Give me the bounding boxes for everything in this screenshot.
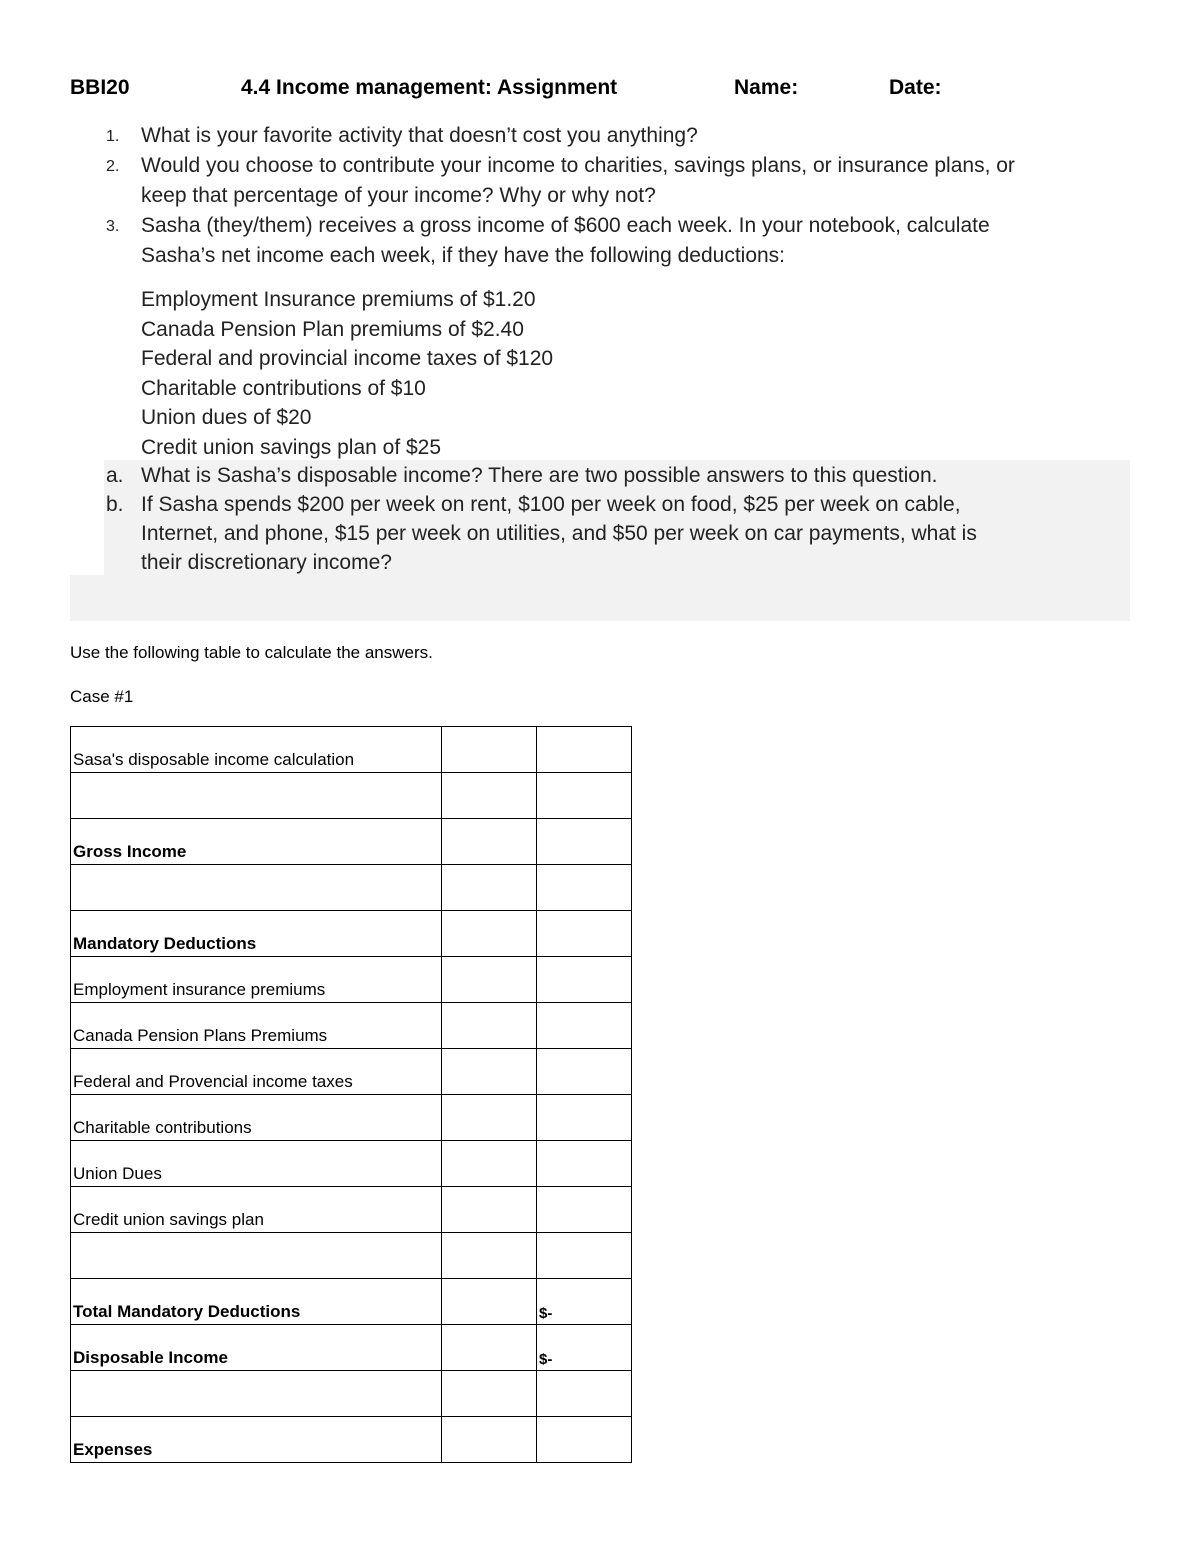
row-label-cell: Total Mandatory Deductions bbox=[71, 1279, 442, 1325]
amount-cell[interactable] bbox=[442, 1095, 537, 1141]
row-label-cell: Charitable contributions bbox=[71, 1095, 442, 1141]
amount-cell[interactable] bbox=[442, 957, 537, 1003]
deduction-item: Canada Pension Plan premiums of $2.40 bbox=[141, 317, 524, 341]
deduction-list bbox=[141, 285, 553, 462]
table-row bbox=[71, 1049, 632, 1095]
deduction-item: Union dues of $20 bbox=[141, 406, 312, 429]
row-label-cell: Mandatory Deductions bbox=[71, 911, 442, 957]
row-label-cell: Credit union savings plan bbox=[71, 1187, 442, 1233]
amount-cell[interactable] bbox=[442, 819, 537, 865]
amount-cell[interactable] bbox=[442, 1187, 537, 1233]
total-cell[interactable] bbox=[537, 1187, 632, 1233]
amount-cell[interactable] bbox=[442, 865, 537, 911]
row-label-cell: Gross Income bbox=[71, 819, 442, 865]
total-cell[interactable] bbox=[537, 773, 632, 819]
amount-cell[interactable] bbox=[442, 1049, 537, 1095]
amount-cell[interactable] bbox=[442, 1233, 537, 1279]
amount-cell[interactable] bbox=[442, 773, 537, 819]
table-row bbox=[71, 727, 632, 773]
total-cell[interactable] bbox=[537, 1233, 632, 1279]
table-row bbox=[71, 1325, 632, 1371]
total-cell[interactable]: $- bbox=[537, 1279, 632, 1325]
row-label-cell bbox=[71, 1371, 442, 1417]
income-calculation-table bbox=[70, 726, 632, 1463]
deduction-item: Credit union savings plan of $25 bbox=[141, 435, 442, 459]
row-label-cell: Federal and Provencial income taxes bbox=[71, 1049, 442, 1095]
table-row bbox=[71, 1371, 632, 1417]
row-label-cell: Canada Pension Plans Premiums bbox=[71, 1003, 442, 1049]
amount-cell[interactable] bbox=[442, 727, 537, 773]
total-cell[interactable] bbox=[537, 957, 632, 1003]
total-cell[interactable] bbox=[537, 1003, 632, 1049]
table-row bbox=[71, 1417, 632, 1463]
table-row bbox=[71, 1141, 632, 1187]
amount-cell[interactable] bbox=[442, 1003, 537, 1049]
case-label: Case #1 bbox=[70, 687, 134, 706]
total-cell[interactable] bbox=[537, 865, 632, 911]
table-row bbox=[71, 819, 632, 865]
amount-cell[interactable] bbox=[442, 1371, 537, 1417]
amount-cell[interactable] bbox=[442, 1417, 537, 1463]
deduction-item: Employment Insurance premiums of $1.20 bbox=[141, 288, 536, 311]
total-cell[interactable] bbox=[537, 1417, 632, 1463]
assignment-title: 4.4 Income management: Assignment bbox=[241, 76, 618, 99]
total-cell[interactable] bbox=[537, 1141, 632, 1187]
row-label-cell: Disposable Income bbox=[71, 1325, 442, 1371]
row-label-cell bbox=[71, 773, 442, 819]
amount-cell[interactable] bbox=[442, 1325, 537, 1371]
row-label-cell: Sasa's disposable income calculation bbox=[71, 727, 442, 773]
total-cell[interactable] bbox=[537, 911, 632, 957]
table-row bbox=[71, 1233, 632, 1279]
row-label-cell: Expenses bbox=[71, 1417, 442, 1463]
amount-cell[interactable] bbox=[442, 911, 537, 957]
course-code: BBI20 bbox=[70, 76, 130, 99]
total-cell[interactable] bbox=[537, 1049, 632, 1095]
table-row bbox=[71, 1279, 632, 1325]
deduction-item: Charitable contributions of $10 bbox=[141, 376, 426, 400]
row-label-cell: Union Dues bbox=[71, 1141, 442, 1187]
amount-cell[interactable] bbox=[442, 1279, 537, 1325]
table-instruction: Use the following table to calculate the answers. bbox=[70, 643, 433, 662]
table-row bbox=[71, 773, 632, 819]
total-cell[interactable] bbox=[537, 819, 632, 865]
table-row bbox=[71, 1003, 632, 1049]
table-row bbox=[71, 1095, 632, 1141]
date-label: Date: bbox=[889, 76, 942, 99]
row-label-cell: Employment insurance premiums bbox=[71, 957, 442, 1003]
table-row bbox=[71, 1187, 632, 1233]
shaded-region-bottom bbox=[70, 575, 1130, 621]
name-label: Name: bbox=[734, 76, 799, 99]
total-cell[interactable] bbox=[537, 727, 632, 773]
table-row bbox=[71, 911, 632, 957]
row-label-cell bbox=[71, 865, 442, 911]
row-label-cell bbox=[71, 1233, 442, 1279]
total-cell[interactable] bbox=[537, 1095, 632, 1141]
deduction-item: Federal and provincial income taxes of $120 bbox=[141, 347, 554, 370]
total-cell[interactable] bbox=[537, 1371, 632, 1417]
table-row bbox=[71, 865, 632, 911]
table-row bbox=[71, 957, 632, 1003]
amount-cell[interactable] bbox=[442, 1141, 537, 1187]
total-cell[interactable]: $- bbox=[537, 1325, 632, 1371]
